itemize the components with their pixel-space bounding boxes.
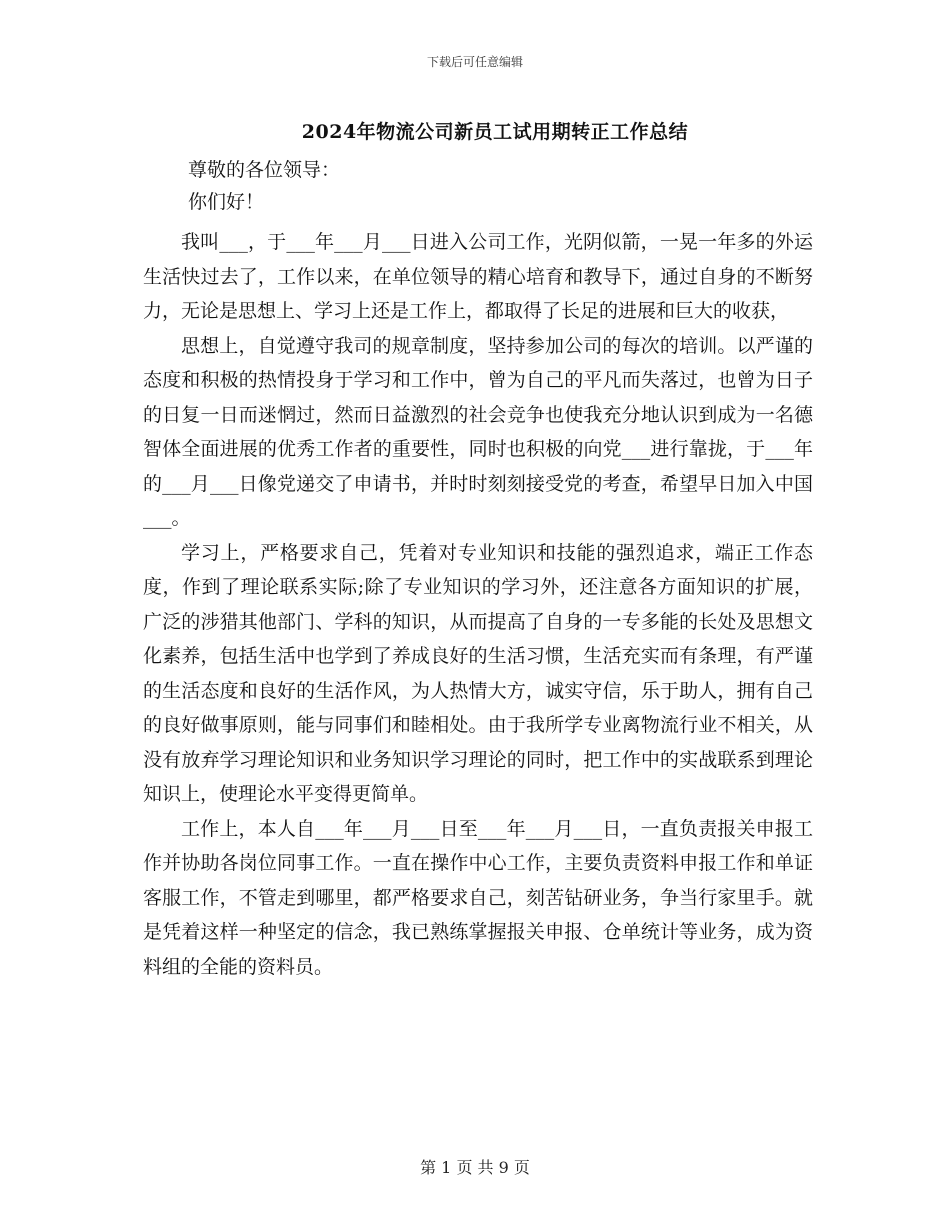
paragraph-intro: 我叫___，于___年___月___日进入公司工作，光阴似箭，一晃一年多的外运生活快过去了，工作以来，在单位领导的精心培育和教导下，通过自身的不断努力，无论是思想上、学习上还是工作上，都取得了长足的进展和巨大的收获， bbox=[143, 231, 813, 322]
document-title: 2024年物流公司新员工试用期转正工作总结 bbox=[301, 121, 689, 143]
header-note: 下载后可任意编辑 bbox=[426, 55, 523, 69]
paragraph-thought: 思想上，自觉遵守我司的规章制度，坚持参加公司的每次的培训。以严谨的态度和积极的热情投身于学习和工作中，曾为自己的平凡而失落过，也曾为日子的日复一日而迷惘过，然而日益激烈的社会竞争也使我充分地认识到成为一名德智体全面进展的优秀工作者的重要性，同时也积极的向党___进行靠拢，于___年的___月___日像党递交了申请书，并时时刻刻接受党的考查，希望早日加入中国___。 bbox=[143, 334, 813, 529]
document-body bbox=[143, 225, 813, 984]
greeting: 你们好！ bbox=[188, 191, 265, 213]
page-number: 第 1 页 共 9 页 bbox=[420, 1158, 530, 1177]
paragraph-work: 工作上，本人自___年___月___日至___年___月___日，一直负责报关申报工作并协助各岗位同事工作。一直在操作中心工作，主要负责资料申报工作和单证客服工作，不管走到哪里，都严格要求自己，刻苦钻研业务，争当行家里手。就是凭着这样一种坚定的信念，我已熟练掌握报关申报、仓单统计等业务，成为资料组的全能的资料员。 bbox=[143, 817, 813, 978]
salutation: 尊敬的各位领导： bbox=[188, 159, 341, 181]
paragraph-study: 学习上，严格要求自己，凭着对专业知识和技能的强烈追求，端正工作态度，作到了理论联系实际;除了专业知识的学习外，还注意各方面知识的扩展，广泛的涉猎其他部门、学科的知识，从而提高了自身的一专多能的长处及思想文化素养，包括生活中也学到了养成良好的生活习惯，生活充实而有条理，有严谨的生活态度和良好的生活作风，为人热情大方，诚实守信，乐于助人，拥有自己的良好做事原则，能与同事们和睦相处。由于我所学专业离物流行业不相关，从没有放弃学习理论知识和业务知识学习理论的同时，把工作中的实战联系到理论知识上，使理论水平变得更简单。 bbox=[143, 541, 813, 805]
